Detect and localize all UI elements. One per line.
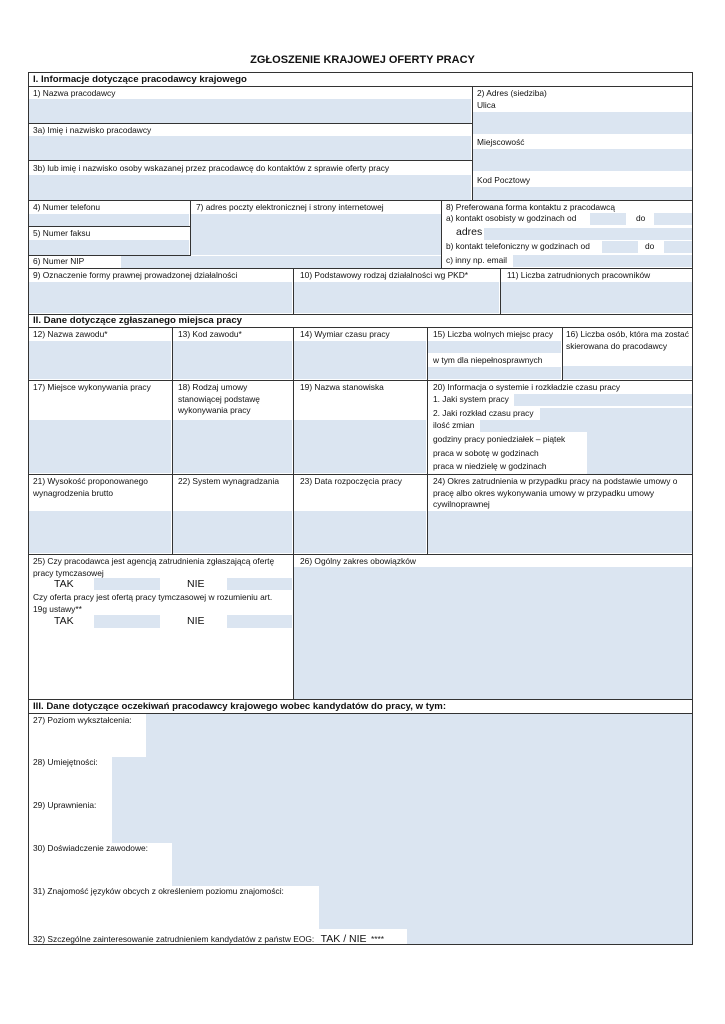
contact-address-label: adres — [456, 226, 483, 238]
address-label: 2) Adres (siedziba) — [477, 88, 547, 98]
start-date-field[interactable] — [294, 511, 426, 553]
sunday-hours-label: praca w niedzielę w godzinach — [433, 461, 547, 471]
employment-period-label: 24) Okres zatrudnienia w przypadku pracy na podstawie umowy o pracę albo okres wykonywania umowy w przypadku umowy cywilnoprawnej — [433, 476, 678, 509]
shifts-label: ilość zmian — [433, 420, 475, 430]
licenses-field[interactable] — [112, 800, 692, 843]
employees-label: 11) Liczba zatrudnionych pracowników — [507, 270, 651, 280]
contact-personal-to-label: do — [636, 213, 646, 223]
skills-label: 28) Umiejętności: — [33, 757, 98, 767]
occupation-code-field[interactable] — [173, 341, 292, 379]
section-2-header: II. Dane dotyczące zgłaszanego miejsca pracy — [33, 315, 243, 326]
employer-name-label: 1) Nazwa pracodawcy — [33, 88, 116, 98]
weekday-hours-label: godziny pracy poniedziałek – piątek — [433, 434, 566, 444]
temp-offer-yes-label: TAK — [54, 615, 74, 627]
temp-agency-no-label: NIE — [187, 578, 205, 590]
languages-label: 31) Znajomość języków obcych z określeniem poziomu znajomości: — [33, 886, 284, 896]
contract-type-field[interactable] — [173, 420, 292, 473]
vacancies-disabled-label: w tym dla niepełnosprawnych — [433, 355, 543, 365]
city-label: Miejscowość — [477, 137, 525, 147]
temp-agency-yes-label: TAK — [54, 578, 74, 590]
pkd-field[interactable] — [294, 282, 499, 313]
email-www-field[interactable] — [191, 214, 441, 255]
temp-agency-no-field[interactable] — [227, 578, 292, 590]
eea-interest-field[interactable] — [407, 929, 692, 944]
vacancies-field[interactable] — [428, 341, 561, 353]
street-label: Ulica — [477, 100, 496, 110]
contact-other-label: c) inny np. email — [446, 255, 507, 265]
work-distribution-label: 2. Jaki rozkład czasu pracy — [433, 408, 534, 418]
email-www-label: 7) adres poczty elektronicznej i strony internetowej — [196, 202, 384, 212]
contact-other-field[interactable] — [513, 255, 692, 267]
occupation-name-field[interactable] — [29, 341, 171, 379]
weekday-hours-field[interactable] — [587, 420, 692, 474]
pkd-label: 10) Podstawowy rodzaj działalności wg PKD* — [300, 270, 469, 280]
contact-person-field[interactable] — [29, 175, 471, 200]
occupation-name-label: 12) Nazwa zawodu* — [33, 329, 108, 339]
section-1-header: I. Informacje dotyczące pracodawcy krajowego — [33, 74, 247, 85]
referrals-field[interactable] — [563, 366, 692, 379]
pay-system-label: 22) System wynagradzania — [178, 476, 280, 486]
temp-agency-label: 25) Czy pracodawca jest agencją zatrudnienia zgłaszającą ofertę pracy tymczasowej — [33, 556, 275, 578]
languages-field[interactable] — [319, 886, 692, 929]
employer-person-label: 3a) Imię i nazwisko pracodawcy — [33, 125, 152, 135]
employment-period-field[interactable] — [428, 511, 692, 553]
city-field[interactable] — [473, 149, 692, 171]
contact-phone-label: b) kontakt telefoniczny w godzinach od — [446, 241, 590, 251]
employer-person-field[interactable] — [29, 136, 471, 160]
working-time-field[interactable] — [294, 341, 426, 379]
contact-personal-from-field[interactable] — [590, 213, 626, 225]
section-3-header: III. Dane dotyczące oczekiwań pracodawcy krajowego wobec kandydatów do pracy, w tym: — [33, 701, 447, 712]
contact-phone-to-label: do — [645, 241, 655, 251]
work-system-field[interactable] — [514, 394, 692, 406]
contact-address-field[interactable] — [484, 228, 692, 240]
occupation-code-label: 13) Kod zawodu* — [178, 329, 242, 339]
contact-person-label: 3b) lub imię i nazwisko osoby wskazanej przez pracodawcę do kontaktów z sprawie oferty pracy — [33, 163, 390, 173]
referrals-label: 16) Liczba osób, która ma zostać skierowana do pracodawcy — [566, 329, 689, 351]
contact-personal-to-field[interactable] — [654, 213, 692, 225]
work-distribution-field[interactable] — [540, 408, 692, 420]
contact-personal-label: a) kontakt osobisty w godzinach od — [446, 213, 577, 223]
page-title: ZGŁOSZENIE KRAJOWEJ OFERTY PRACY — [250, 54, 475, 66]
temp-offer-label: Czy oferta pracy jest ofertą pracy tymczasowej w rozumieniu art. 19g ustawy** — [33, 592, 273, 614]
contract-type-label: 18) Rodzaj umowy stanowiącej podstawę wykonywania pracy — [178, 382, 260, 415]
salary-label: 21) Wysokość proponowanego wynagrodzenia brutto — [33, 476, 148, 498]
work-system-label: 1. Jaki system pracy — [433, 394, 509, 404]
saturday-hours-label: praca w sobotę w godzinach — [433, 448, 539, 458]
eea-interest-label: 32) Szczególne zainteresowanie zatrudnieniem kandydatów z państw EOG: — [33, 934, 315, 944]
licenses-label: 29) Uprawnienia: — [33, 800, 97, 810]
fax-field[interactable] — [29, 240, 189, 255]
education-label: 27) Poziom wykształcenia: — [33, 715, 132, 725]
postal-code-field[interactable] — [473, 187, 692, 200]
temp-offer-yes-field[interactable] — [94, 615, 160, 628]
postal-code-label: Kod Pocztowy — [477, 175, 531, 185]
contact-form-label: 8) Preferowana forma kontaktu z pracodawcą — [446, 202, 615, 212]
nip-field[interactable] — [121, 256, 441, 268]
eea-interest-choice[interactable]: TAK / NIE — [320, 933, 367, 945]
duties-field[interactable] — [294, 567, 692, 699]
experience-field[interactable] — [172, 843, 692, 886]
eea-interest-note: **** — [371, 934, 385, 944]
work-place-label: 17) Miejsce wykonywania pracy — [33, 382, 151, 392]
nip-label: 6) Numer NIP — [33, 256, 85, 266]
phone-label: 4) Numer telefonu — [33, 202, 101, 212]
legal-form-field[interactable] — [29, 282, 292, 313]
work-schedule-label: 20) Informacja o systemie i rozkładzie czasu pracy — [433, 382, 621, 392]
employees-field[interactable] — [501, 282, 692, 313]
employer-name-field[interactable] — [29, 99, 471, 123]
position-name-field[interactable] — [294, 420, 426, 473]
start-date-label: 23) Data rozpoczęcia pracy — [300, 476, 402, 486]
temp-offer-no-label: NIE — [187, 615, 205, 627]
contact-phone-to-field[interactable] — [664, 241, 692, 253]
duties-label: 26) Ogólny zakres obowiązków — [300, 556, 416, 566]
legal-form-label: 9) Oznaczenie formy prawnej prowadzonej działalności — [33, 270, 238, 280]
position-name-label: 19) Nazwa stanowiska — [300, 382, 384, 392]
fax-label: 5) Numer faksu — [33, 228, 91, 238]
eea-interest-row — [33, 929, 384, 947]
vacancies-label: 15) Liczba wolnych miejsc pracy — [433, 329, 554, 339]
contact-phone-from-field[interactable] — [602, 241, 638, 253]
street-field[interactable] — [473, 112, 692, 134]
work-place-field[interactable] — [29, 420, 171, 473]
salary-field[interactable] — [29, 511, 171, 553]
skills-field[interactable] — [112, 757, 692, 800]
phone-field[interactable] — [29, 214, 189, 226]
temp-offer-no-field[interactable] — [227, 615, 292, 628]
working-time-label: 14) Wymiar czasu pracy — [300, 329, 390, 339]
pay-system-field[interactable] — [173, 511, 292, 553]
vacancies-disabled-field[interactable] — [428, 367, 561, 379]
experience-label: 30) Doświadczenie zawodowe: — [33, 843, 148, 853]
education-field[interactable] — [146, 714, 692, 757]
temp-agency-yes-field[interactable] — [94, 578, 160, 590]
